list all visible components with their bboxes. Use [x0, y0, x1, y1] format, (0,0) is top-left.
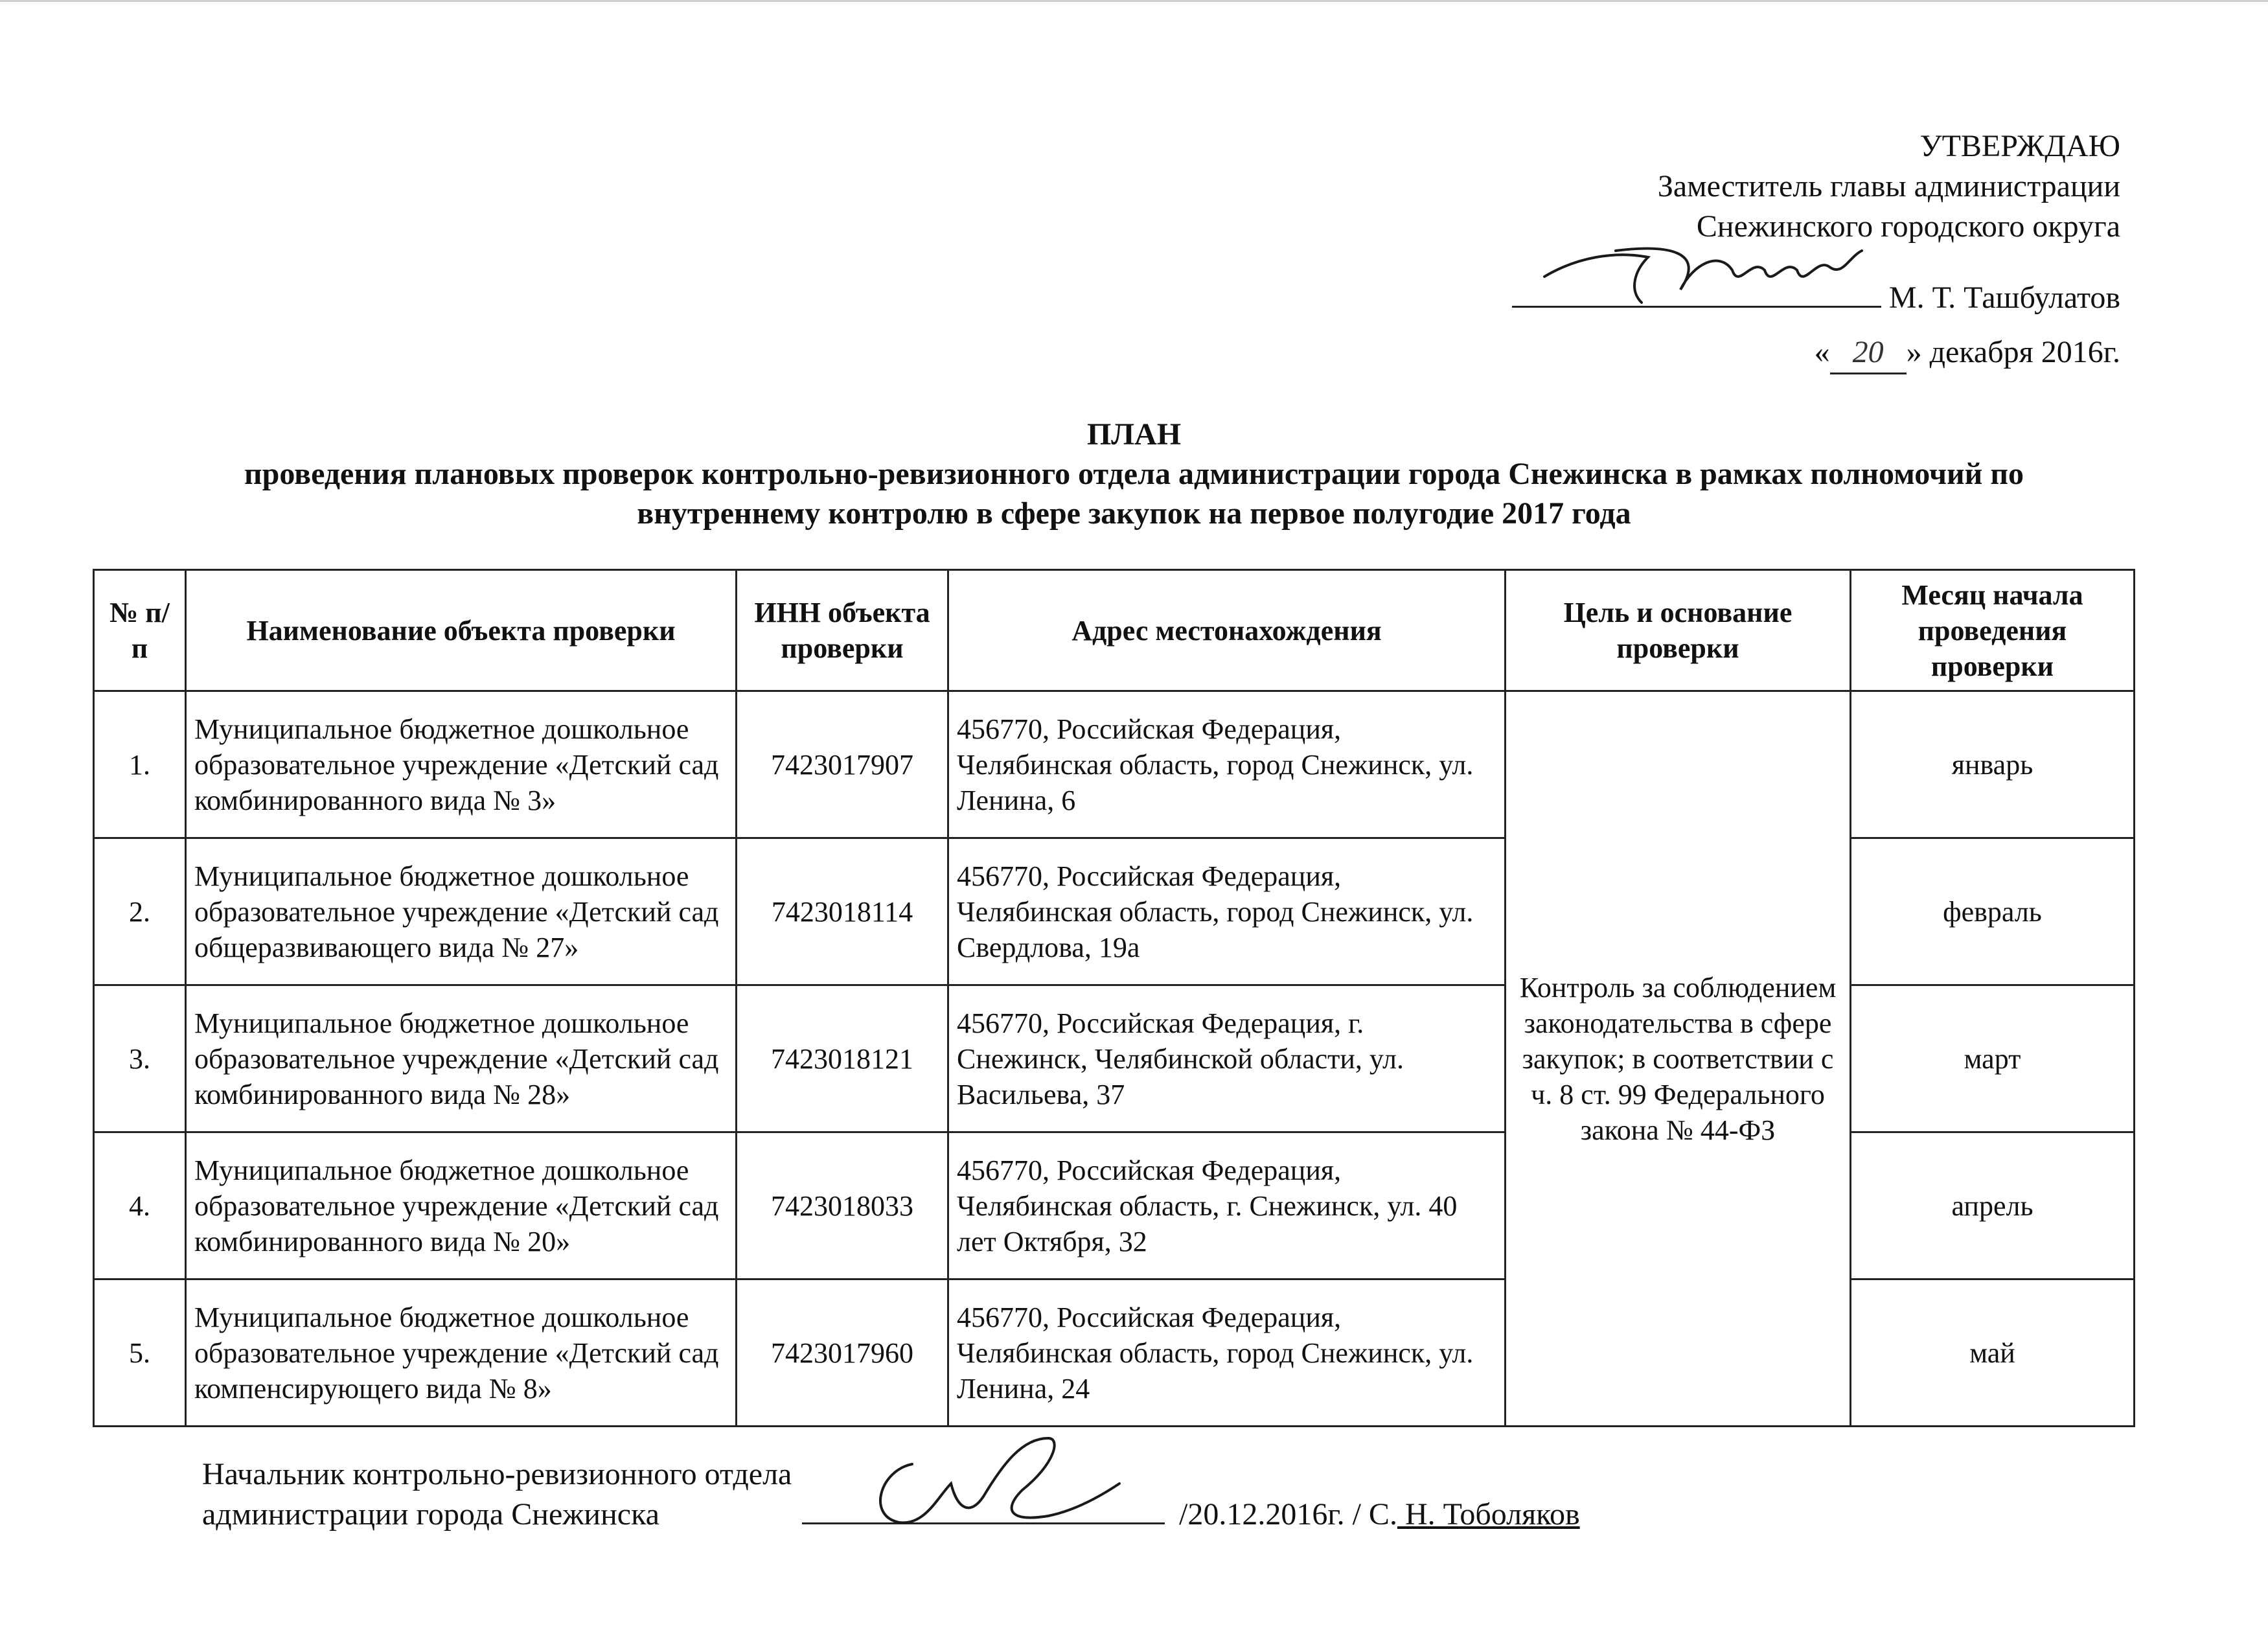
row-month: февраль — [1851, 838, 2135, 985]
approval-heading: УТВЕРЖДАЮ — [1919, 129, 2120, 163]
header-name: Наименование объекта проверки — [186, 570, 737, 691]
approval-position-line2: Снежинского городского округа — [1696, 209, 2120, 244]
approval-signature-line — [1512, 280, 1881, 308]
footer-position-line1: Начальник контрольно-ревизионного отдела — [202, 1457, 792, 1491]
table-row — [94, 691, 2135, 838]
row-month: апрель — [1851, 1132, 2135, 1279]
row-inn: 7423017907 — [737, 691, 948, 838]
approval-date-row — [1512, 332, 2120, 374]
row-num: 2. — [94, 838, 186, 985]
row-inn: 7423018114 — [737, 838, 948, 985]
row-name: Муниципальное бюджетное дошкольное образовательное учреждение «Детский сад компенсирующего вида № 8» — [186, 1279, 737, 1427]
row-month: май — [1851, 1279, 2135, 1427]
approval-position-line1: Заместитель главы администрации — [1657, 169, 2120, 203]
row-num: 3. — [94, 985, 186, 1132]
row-num: 4. — [94, 1132, 186, 1279]
approval-signature-row — [1512, 278, 2120, 318]
handwritten-signature-1 — [1538, 231, 1875, 315]
row-address: 456770, Российская Федерация, г. Снежинск, Челябинской области, ул. Васильева, 37 — [948, 985, 1506, 1132]
document-title — [97, 415, 2171, 533]
row-month: март — [1851, 985, 2135, 1132]
row-address: 456770, Российская Федерация, Челябинская область, город Снежинск, ул. Ленина, 24 — [948, 1279, 1506, 1427]
row-inn: 7423018033 — [737, 1132, 948, 1279]
goal-merged-cell: Контроль за соблюдением законодательства в сфере закупок; в соответствии с ч. 8 ст. 99 Федерального закона № 44-ФЗ — [1506, 691, 1851, 1427]
row-name: Муниципальное бюджетное дошкольное образовательное учреждение «Детский сад комбинированного вида № 28» — [186, 985, 737, 1132]
row-num: 1. — [94, 691, 186, 838]
header-address: Адрес местонахождения — [948, 570, 1506, 691]
handwritten-signature-2 — [854, 1425, 1126, 1535]
approval-date-day: 20 — [1830, 332, 1907, 374]
row-month: январь — [1851, 691, 2135, 838]
header-goal: Цель и основание проверки — [1506, 570, 1851, 691]
row-name: Муниципальное бюджетное дошкольное образовательное учреждение «Детский сад комбинированного вида № 3» — [186, 691, 737, 838]
approval-block — [1512, 126, 2120, 374]
row-name: Муниципальное бюджетное дошкольное образовательное учреждение «Детский сад общеразвивающего вида № 27» — [186, 838, 737, 985]
title-main: ПЛАН — [1086, 417, 1182, 452]
table-header-row — [94, 570, 2135, 691]
header-month: Месяц начала проведения проверки — [1851, 570, 2135, 691]
scan-top-edge — [0, 0, 2268, 2]
footer-signature-row — [202, 1495, 1580, 1535]
inspection-plan-table — [93, 569, 2135, 1427]
approval-signer-name: М. Т. Ташбулатов — [1888, 281, 2120, 315]
row-address: 456770, Российская Федерация, Челябинская область, город Снежинск, ул. Свердлова, 19а — [948, 838, 1506, 985]
row-inn: 7423018121 — [737, 985, 948, 1132]
header-inn: ИНН объекта проверки — [737, 570, 948, 691]
row-num: 5. — [94, 1279, 186, 1427]
footer-position-line2: администрации города Снежинска — [202, 1497, 659, 1532]
footer-signature-line — [802, 1497, 1165, 1524]
header-num: № п/п — [94, 570, 186, 691]
title-line2: внутреннему контролю в сфере закупок на первое полугодие 2017 года — [637, 496, 1631, 531]
row-name: Муниципальное бюджетное дошкольное образовательное учреждение «Детский сад комбинированного вида № 20» — [186, 1132, 737, 1279]
row-inn: 7423017960 — [737, 1279, 948, 1427]
approval-date-open-quote: « — [1814, 335, 1830, 369]
approval-date-rest: » декабря 2016г. — [1906, 335, 2120, 369]
title-line1: проведения плановых проверок контрольно-ревизионного отдела администрации города Снежинска в рамках полномочий по — [244, 457, 2024, 491]
row-address: 456770, Российская Федерация, Челябинская область, г. Снежинск, ул. 40 лет Октября, 32 — [948, 1132, 1506, 1279]
footer-signature-block — [202, 1454, 1580, 1535]
footer-signer-name: Н. Тоболяков — [1397, 1497, 1580, 1532]
row-address: 456770, Российская Федерация, Челябинская область, город Снежинск, ул. Ленина, 6 — [948, 691, 1506, 838]
footer-date: /20.12.2016г. / С. — [1178, 1497, 1397, 1532]
